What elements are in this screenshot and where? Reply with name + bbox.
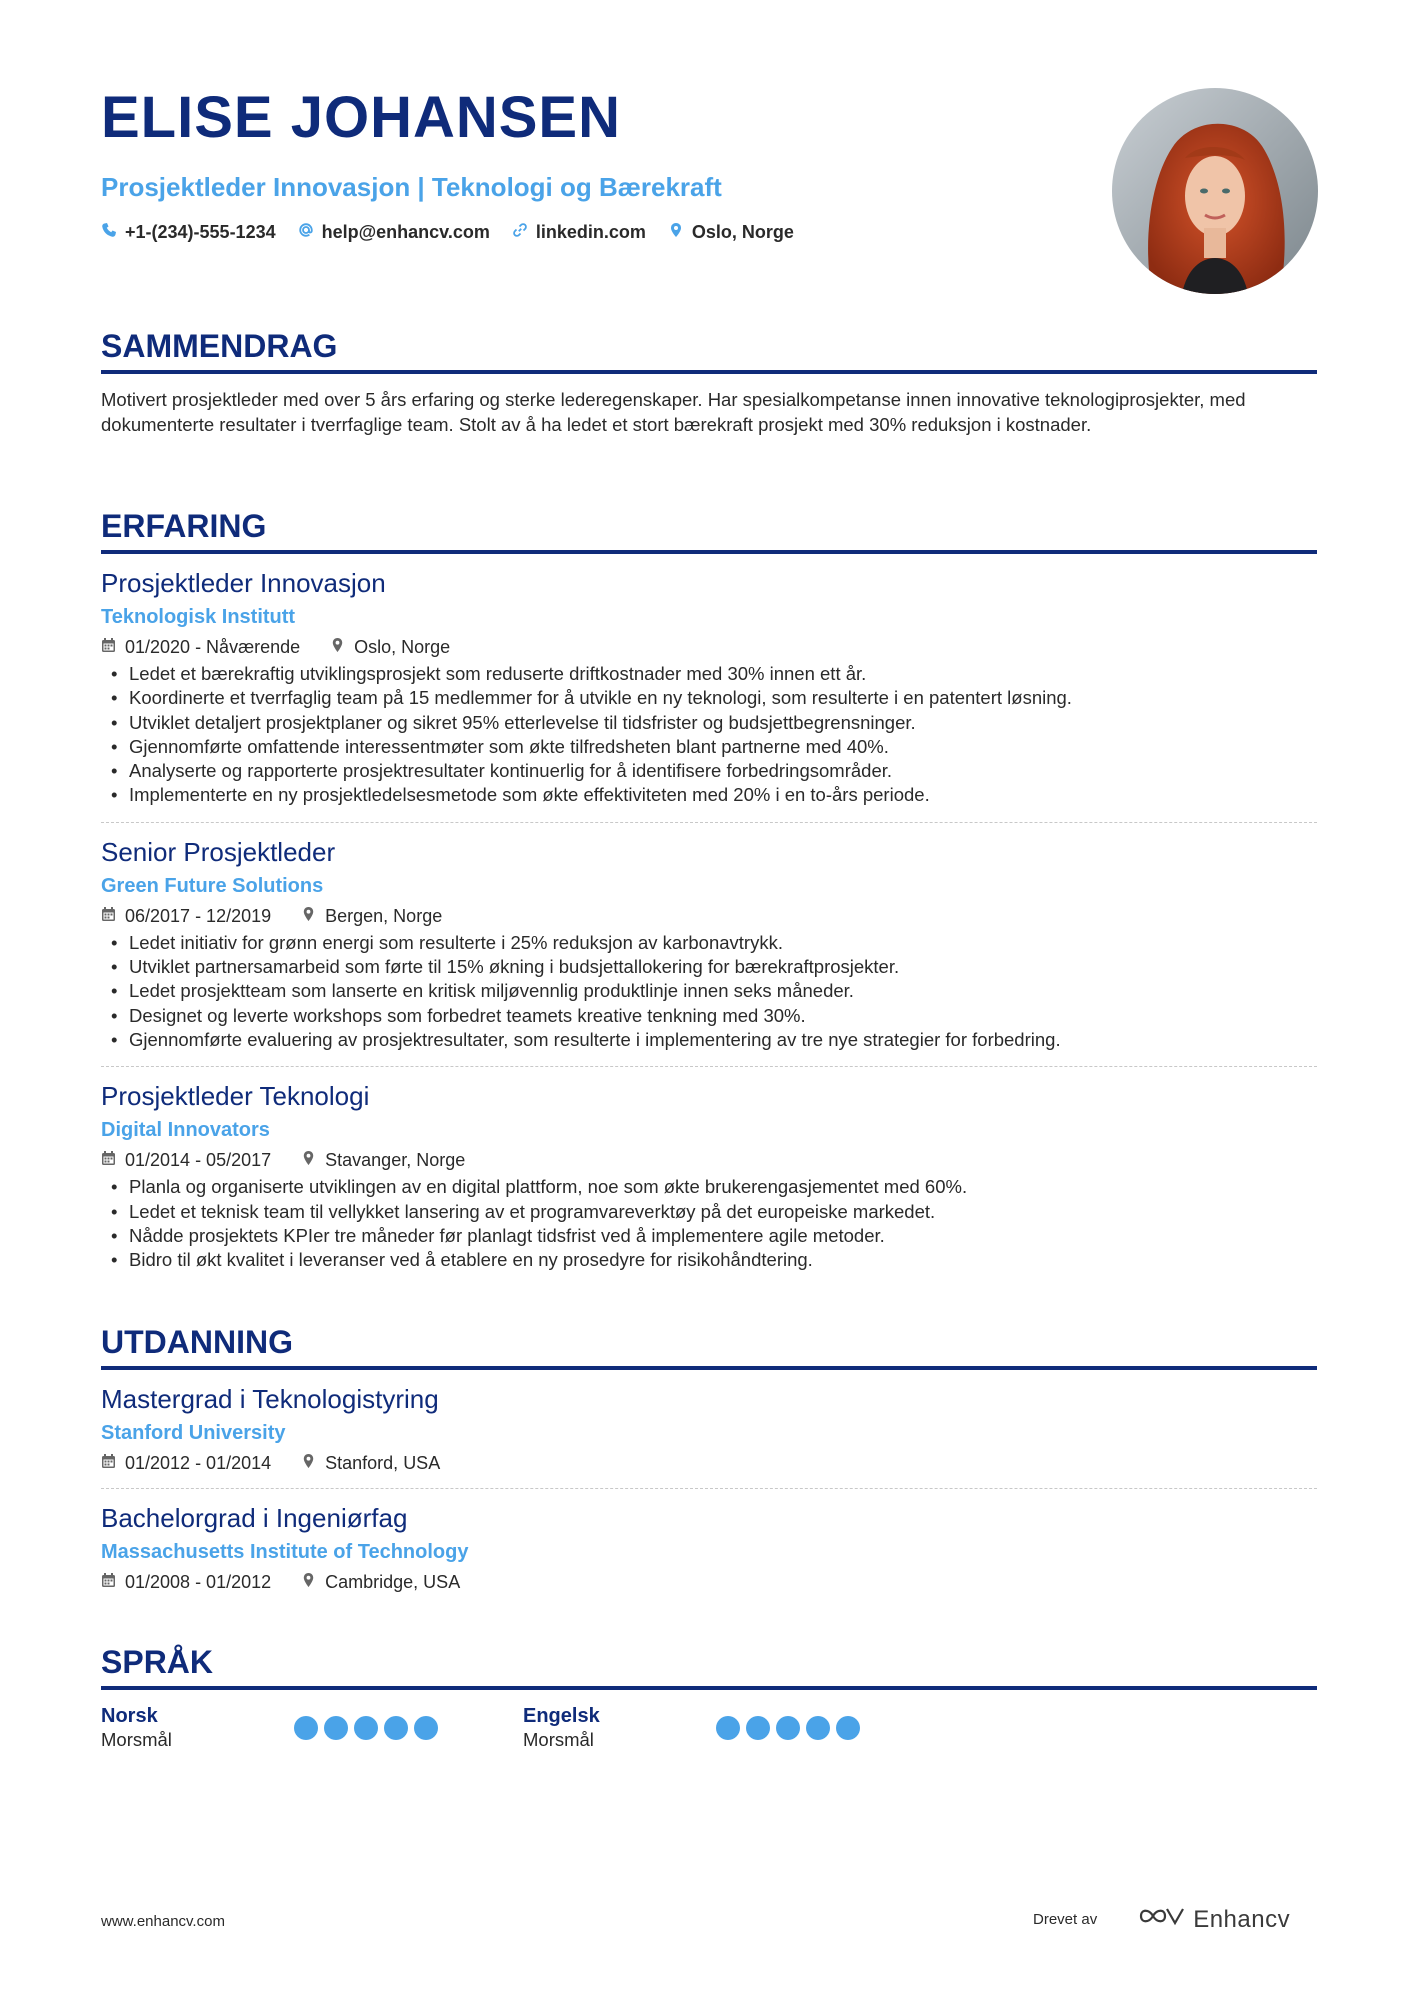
contact-email[interactable] [298, 222, 490, 243]
calendar-icon [101, 1571, 116, 1593]
education-location [301, 1452, 440, 1474]
candidate-name: ELISE JOHANSEN [101, 85, 621, 150]
school-name: Stanford University [101, 1422, 286, 1444]
achievement-item: • Analyserte og rapporterte prosjektresultater kontinuerlig for å identifisere forbedringsområder. [101, 759, 1317, 783]
proficiency-dot [806, 1716, 830, 1740]
dates-text: 01/2014 - 05/2017 [125, 1150, 272, 1171]
achievement-item: • Implementerte en ny prosjektledelsesmetode som økte effektiviteten med 20% i en to-års periode. [101, 783, 1317, 807]
job-meta [101, 1149, 1317, 1171]
achievement-item: • Utviklet detaljert prosjektplaner og sikret 95% etterlevelse til tidsfrister og budsjettbegrensninger. [101, 711, 1317, 735]
education-dates [101, 1452, 271, 1474]
location-text: Bergen, Norge [325, 905, 443, 926]
degree-title: Bachelorgrad i Ingeniørfag [101, 1503, 408, 1533]
dates-text: 01/2008 - 01/2012 [125, 1572, 272, 1592]
achievement-item: • Planla og organiserte utviklingen av en digital plattform, noe som økte brukerengasjementet med 60%. [101, 1175, 1317, 1199]
education-dates [101, 1571, 271, 1593]
education-entry [101, 1382, 1317, 1474]
summary-title: SAMMENDRAG [101, 328, 338, 364]
company-name: Teknologisk Institutt [101, 606, 296, 628]
achievement-item: • Ledet initiativ for grønn energi som resulterte i 25% reduksjon av karbonavtrykk. [101, 931, 1317, 955]
proficiency-dot [776, 1716, 800, 1740]
footer-branding [1033, 1905, 1290, 1934]
location-pin-icon [330, 636, 345, 658]
phone-text: +1-(234)-555-1234 [125, 222, 276, 242]
location-pin-icon [301, 1452, 316, 1474]
company-name: Green Future Solutions [101, 874, 324, 897]
contact-location [668, 222, 794, 243]
entry-divider [101, 822, 1317, 823]
location-text: Oslo, Norge [691, 222, 794, 242]
job-title: Prosjektleder Teknologi [101, 1081, 370, 1112]
footer-website[interactable]: www.enhancv.com [101, 1913, 225, 1930]
job-location [301, 1149, 465, 1171]
job-location [301, 905, 442, 927]
job-title: Senior Prosjektleder [101, 836, 336, 867]
proficiency-dot [324, 1716, 348, 1740]
achievement-list [101, 931, 1317, 1052]
location-text: Stavanger, Norge [325, 1150, 466, 1171]
at-icon [298, 222, 314, 243]
proficiency-dot [414, 1716, 438, 1740]
education-meta [101, 1452, 1317, 1474]
company-name: Digital Innovators [101, 1119, 270, 1142]
enhancv-logo-icon [1139, 1905, 1185, 1934]
language-level: Morsmål [101, 1729, 172, 1750]
email-text: help@enhancv.com [321, 222, 490, 242]
profile-photo [1112, 88, 1318, 294]
location-pin-icon [301, 1149, 316, 1171]
language-name: Norsk [101, 1705, 158, 1727]
achievement-item: • Ledet et bærekraftig utviklingsprosjekt som reduserte driftkostnader med 30% innen ett år. [101, 662, 1317, 686]
education-section [101, 1322, 1317, 1593]
job-dates [101, 1149, 271, 1171]
achievement-item: • Nådde prosjektets KPIer tre måneder før planlagt tidsfrist ved å implementere agile metoder. [101, 1224, 1317, 1248]
powered-by-text: Drevet av [1033, 1911, 1098, 1928]
achievement-item: • Gjennomførte evaluering av prosjektresultater, som resulterte i implementering av tre nye strategier for forbedring. [101, 1028, 1317, 1052]
achievement-item: • Utviklet partnersamarbeid som førte til 15% økning i budsjettallokering for bærekraftprosjekter. [101, 955, 1317, 979]
header [101, 86, 1101, 243]
contact-list [101, 222, 1101, 243]
language-item [523, 1704, 945, 1752]
language-name: Engelsk [523, 1705, 600, 1727]
education-location [301, 1571, 460, 1593]
calendar-icon [101, 636, 116, 658]
achievement-item: • Bidro til økt kvalitet i leveranser ved å etablere en ny prosedyre for risikohåndtering. [101, 1248, 1317, 1272]
language-list [101, 1704, 1317, 1752]
school-name: Massachusetts Institute of Technology [101, 1541, 469, 1563]
linkedin-text: linkedin.com [535, 222, 646, 242]
link-icon [512, 222, 528, 243]
section-divider [101, 550, 1317, 554]
calendar-icon [101, 905, 116, 927]
contact-linkedin[interactable] [512, 222, 646, 243]
proficiency-dot [294, 1716, 318, 1740]
section-divider [101, 370, 1317, 374]
job-meta [101, 905, 1317, 927]
location-pin-icon [301, 905, 316, 927]
experience-title: ERFARING [101, 508, 267, 544]
proficiency-dots [716, 1716, 860, 1740]
degree-title: Mastergrad i Teknologistyring [101, 1384, 439, 1414]
achievement-list [101, 1175, 1317, 1272]
proficiency-dot [836, 1716, 860, 1740]
job-dates [101, 636, 300, 658]
calendar-icon [101, 1149, 116, 1171]
contact-phone[interactable] [101, 222, 276, 243]
achievement-list [101, 662, 1317, 808]
brand-name: Enhancv [1193, 1905, 1291, 1933]
languages-title: SPRÅK [101, 1644, 214, 1680]
achievement-item: • Ledet et teknisk team til vellykket lansering av et programvareverktøy på det europeiske markedet. [101, 1200, 1317, 1224]
section-divider [101, 1366, 1317, 1370]
summary-section [101, 326, 1317, 437]
location-text: Cambridge, USA [325, 1572, 461, 1592]
summary-text: Motivert prosjektleder med over 5 års erfaring og sterke lederegenskaper. Har spesialkompetanse innen innovative teknologiprosjekter, med dokumenterte resultater i tverrfaglige team. Stolt av å ha ledet et stort bærekraft prosjekt med 30% reduksjon i kostnader. [101, 389, 1246, 435]
dates-text: 06/2017 - 12/2019 [125, 905, 272, 926]
experience-section [101, 506, 1317, 1272]
experience-entry [101, 835, 1317, 1052]
job-dates [101, 905, 271, 927]
achievement-item: • Ledet prosjektteam som lanserte en kritisk miljøvennlig produktlinje innen seks måneder. [101, 979, 1317, 1003]
calendar-icon [101, 1452, 116, 1474]
experience-entry [101, 566, 1317, 808]
location-pin-icon [301, 1571, 316, 1593]
job-location [330, 636, 450, 658]
brand-logo[interactable] [1139, 1905, 1290, 1934]
language-item [101, 1704, 523, 1752]
proficiency-dot [746, 1716, 770, 1740]
location-pin-icon [668, 222, 684, 243]
achievement-item: • Gjennomførte omfattende interessentmøter som økte tilfredsheten blant partnerne med 40%. [101, 735, 1317, 759]
proficiency-dot [354, 1716, 378, 1740]
entry-divider [101, 1066, 1317, 1067]
proficiency-dot [384, 1716, 408, 1740]
achievement-item: • Koordinerte et tverrfaglig team på 15 medlemmer for å utvikle en ny teknologi, som resulterte i en patentert løsning. [101, 686, 1317, 710]
language-level: Morsmål [523, 1729, 594, 1750]
section-divider [101, 1686, 1317, 1690]
achievement-item: • Designet og leverte workshops som forbedret teamets kreative tenkning med 30%. [101, 1004, 1317, 1028]
education-meta [101, 1571, 1317, 1593]
dates-text: 01/2020 - Nåværende [125, 637, 301, 657]
education-title: UTDANNING [101, 1324, 293, 1360]
education-entry [101, 1501, 1317, 1593]
job-meta [101, 636, 1317, 658]
location-text: Stanford, USA [325, 1453, 441, 1473]
proficiency-dot [716, 1716, 740, 1740]
location-text: Oslo, Norge [354, 637, 451, 657]
proficiency-dots [294, 1716, 438, 1740]
experience-entry [101, 1079, 1317, 1272]
dates-text: 01/2012 - 01/2014 [125, 1453, 272, 1473]
job-title: Prosjektleder Innovasjon [101, 568, 386, 598]
entry-divider [101, 1488, 1317, 1489]
headline: Prosjektleder Innovasjon | Teknologi og Bærekraft [101, 172, 722, 202]
languages-section [101, 1642, 1317, 1752]
phone-icon [101, 222, 117, 243]
